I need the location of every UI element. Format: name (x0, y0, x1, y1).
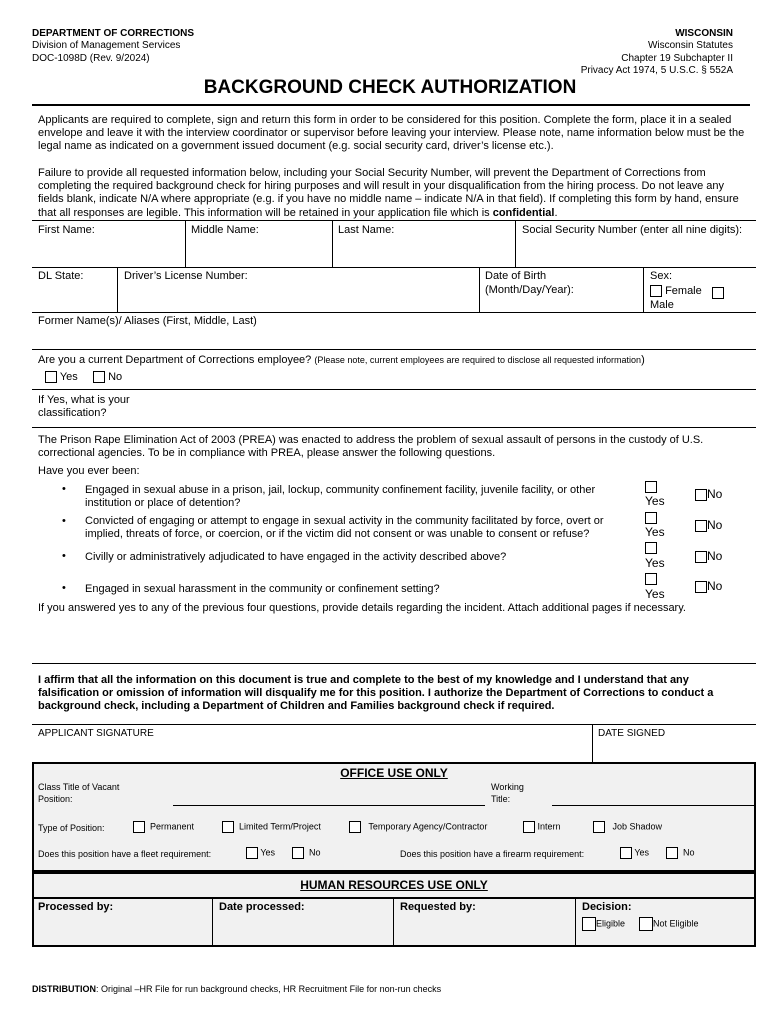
dl-number-field[interactable]: Driver’s License Number: (124, 270, 248, 282)
current-employee-yes[interactable]: Yes (45, 371, 78, 383)
form-id: DOC-1098D (Rev. 9/2024) (32, 53, 150, 64)
limited-term-checkbox[interactable] (222, 821, 234, 833)
processed-by-field[interactable]: Processed by: (38, 901, 114, 913)
title-rule (32, 104, 750, 106)
classification-field[interactable]: classification? (38, 407, 107, 419)
ssn-field[interactable]: Social Security Number (enter all nine digits): (522, 224, 743, 236)
prea-have-you: Have you ever been: (38, 465, 140, 477)
yes-checkbox[interactable] (45, 371, 57, 383)
sex-female-option[interactable]: Female (650, 285, 702, 297)
date-signed-field[interactable]: DATE SIGNED (598, 728, 666, 739)
eligible-option[interactable]: Eligible (582, 917, 625, 931)
male-checkbox[interactable] (712, 287, 724, 299)
division-name: Division of Management Services (32, 40, 181, 51)
dob-field[interactable]: (Month/Day/Year): (485, 284, 574, 296)
former-names-field[interactable]: Former Name(s)/ Aliases (First, Middle, Last) (38, 315, 257, 327)
bullet-1: • (62, 483, 66, 495)
working-title-label-2: Title: (491, 794, 511, 804)
current-employee-question: Are you a current Department of Corrections employee? (Please note, current employees are required to disclose all requested information) (38, 354, 645, 366)
decision-label: Decision: (582, 901, 632, 913)
dl-state-field[interactable]: DL State: (38, 270, 84, 282)
middle-name-field[interactable]: Middle Name: (191, 224, 259, 236)
chapter: Chapter 19 Subchapter II (621, 53, 733, 64)
eligible-checkbox[interactable] (582, 917, 596, 931)
q4-yes-label: Yes (645, 587, 665, 601)
distribution-note: DISTRIBUTION: Original –HR File for run background checks, HR Recruitment File for non-run checks (32, 984, 442, 994)
q2-no-option[interactable]: No (695, 518, 722, 532)
department-name: DEPARTMENT OF CORRECTIONS (32, 28, 195, 39)
fleet-no-checkbox[interactable] (292, 847, 304, 859)
fleet-yes-checkbox[interactable] (246, 847, 258, 859)
temporary-checkbox[interactable] (349, 821, 361, 833)
requested-by-field[interactable]: Requested by: (400, 901, 476, 913)
male-label: Male (650, 299, 674, 311)
firearm-no-option[interactable]: No (666, 847, 695, 859)
date-processed-field[interactable]: Date processed: (219, 901, 305, 913)
type-of-position-label: Type of Position: (38, 823, 105, 833)
bullet-3: • (62, 550, 66, 562)
q2-yes-label: Yes (645, 525, 665, 539)
female-checkbox[interactable] (650, 285, 662, 297)
not-eligible-checkbox[interactable] (639, 917, 653, 931)
limited-term-option[interactable]: Limited Term/Project (222, 821, 321, 833)
fleet-no-option[interactable]: No (292, 847, 321, 859)
classification-label-1: If Yes, what is your (38, 394, 130, 406)
q1-yes-label: Yes (645, 494, 665, 508)
q1-yes-checkbox[interactable] (645, 481, 657, 493)
statutes: Wisconsin Statutes (647, 40, 733, 51)
q3-yes-label: Yes (645, 556, 665, 570)
firearm-yes-checkbox[interactable] (620, 847, 632, 859)
intro-paragraph-2: Failure to provide all requested information below, including your Social Security Number, will prevent the Department of Corrections from completing the required background check for hiring purposes and will result in your disqualification from the hiring process. Do not leave any fields blank, indicate N/A where appropriate (e.g. if you have no middle name – indicate N/A in that field). If completing this form by hand, ensure that all responses are legible. This information will be retained in your application file which is confidential. (38, 167, 739, 219)
q1-no-checkbox[interactable] (695, 489, 707, 501)
dob-label-1: Date of Birth (485, 270, 547, 282)
q1-no-option[interactable]: No (695, 487, 722, 501)
page-title: BACKGROUND CHECK AUTHORIZATION (203, 77, 577, 98)
firearm-yes-option[interactable]: Yes (620, 847, 649, 859)
fleet-question: Does this position have a fleet requirement: (38, 849, 212, 859)
applicant-signature-field[interactable]: APPLICANT SIGNATURE (38, 728, 154, 739)
current-employee-no[interactable]: No (93, 371, 122, 383)
firearm-no-checkbox[interactable] (666, 847, 678, 859)
q2-yes-checkbox[interactable] (645, 512, 657, 524)
state-name: WISCONSIN (675, 28, 733, 39)
bullet-2: • (62, 515, 66, 527)
prea-intro: The Prison Rape Elimination Act of 2003 (PREA) was enacted to address the problem of sexual assault of persons in the custody of U.S. correctional agencies. To be in compliance with PREA, please answer the following questions. (38, 434, 704, 460)
temporary-option[interactable]: Temporary Agency/Contractor (349, 821, 487, 833)
class-title-label-1: Class Title of Vacant (38, 782, 120, 792)
sex-label: Sex: (650, 270, 673, 282)
no-checkbox[interactable] (93, 371, 105, 383)
q3-no-checkbox[interactable] (695, 551, 707, 563)
affirmation-text: I affirm that all the information on this document is true and complete to the best of my knowledge and I understand that any falsification or omission of information will disqualify me for this position. I authorize the Department of Corrections to conduct a background check, including a Department of Children and Families background check if required. (38, 674, 714, 713)
q4-no-checkbox[interactable] (695, 581, 707, 593)
prea-q1: Engaged in sexual abuse in a prison, jail, lockup, community confinement facility, juvenile facility, or other institution or place of detention? (85, 484, 596, 510)
job-shadow-option[interactable]: Job Shadow (593, 821, 662, 833)
prea-details-field[interactable]: If you answered yes to any of the previous four questions, provide details regarding the incident. Attach additional pages if necessary. (38, 602, 686, 614)
class-title-label-2: Position: (38, 794, 73, 804)
working-title-label-1: Working (491, 782, 524, 792)
hr-use-title: HUMAN RESOURCES USE ONLY (300, 878, 488, 892)
q4-yes-checkbox[interactable] (645, 573, 657, 585)
prea-q3: Civilly or administratively adjudicated to have engaged in the activity described above? (85, 551, 507, 563)
last-name-field[interactable]: Last Name: (338, 224, 395, 236)
intro-paragraph-1: Applicants are required to complete, sign and return this form in order to be considered for this position. Complete the form, place it in a sealed envelope and leave it with the interview coordinator or supervisor before leaving your interview. Please note, name information below must be the legal name as indicated on a government issued document (e.g. social security card, driver’s license etc.). (38, 114, 745, 153)
q3-yes-checkbox[interactable] (645, 542, 657, 554)
q3-no-option[interactable]: No (695, 549, 722, 563)
prea-q4: Engaged in sexual harassment in the community or confinement setting? (85, 583, 440, 595)
q4-no-option[interactable]: No (695, 579, 722, 593)
privacy-act: Privacy Act 1974, 5 U.S.C. § 552A (580, 65, 733, 76)
class-title-input[interactable] (173, 805, 485, 806)
permanent-checkbox[interactable] (133, 821, 145, 833)
fleet-yes-option[interactable]: Yes (246, 847, 275, 859)
permanent-option[interactable]: Permanent (133, 821, 194, 833)
prea-q2: Convicted of engaging or attempt to engage in sexual activity in the community facilitated by force, overt or implied, threats of force, or coercion, or if the victim did not consent or was unable to consent or refuse? (85, 515, 604, 541)
firearm-question: Does this position have a firearm requirement: (400, 849, 585, 859)
not-eligible-option[interactable]: Not Eligible (639, 917, 699, 931)
intern-checkbox[interactable] (523, 821, 535, 833)
first-name-field[interactable]: First Name: (38, 224, 95, 236)
working-title-input[interactable] (552, 805, 756, 806)
q2-no-checkbox[interactable] (695, 520, 707, 532)
office-use-title: OFFICE USE ONLY (340, 766, 448, 780)
intern-option[interactable]: Intern (523, 821, 561, 833)
bullet-4: • (62, 582, 66, 594)
job-shadow-checkbox[interactable] (593, 821, 605, 833)
